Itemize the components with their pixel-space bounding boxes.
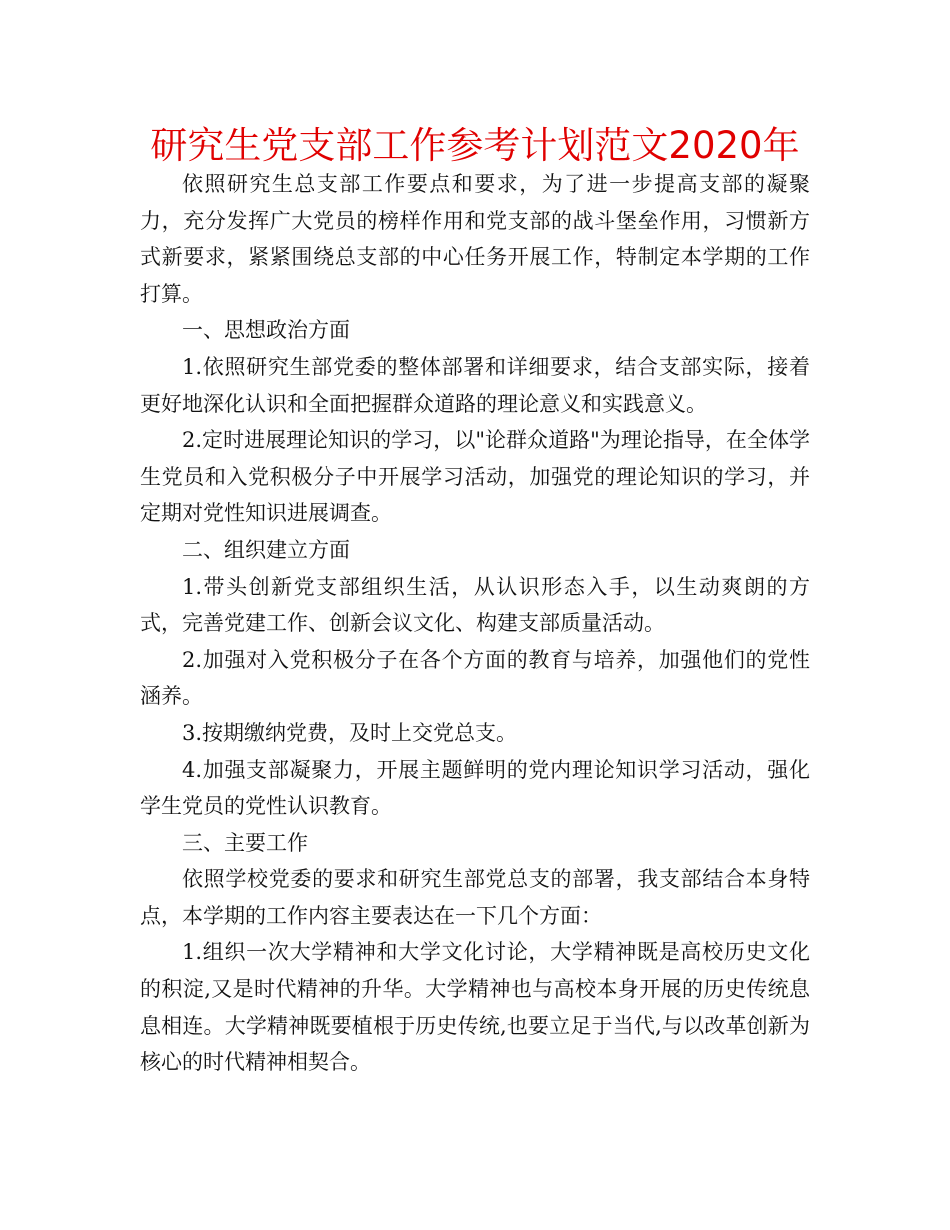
section-heading-ideology: 一、思想政治方面 xyxy=(182,318,350,343)
paragraph: 4.加强支部凝聚力，开展主题鲜明的党内理论知识学习活动，强化学生党员的党性认识教育。 xyxy=(140,757,810,819)
section-heading-organization: 二、组织建立方面 xyxy=(182,537,350,562)
paragraph: 2.定时进展理论知识的学习，以"论群众道路"为理论指导，在全体学生党员和入党积极分子中开展学习活动，加强党的理论知识的学习，并定期对党性知识进展调查。 xyxy=(140,428,810,526)
paragraph: 1.依照研究生部党委的整体部署和详细要求，结合支部实际，接着更好地深化认识和全面把握群众道路的理论意义和实践意义。 xyxy=(140,354,810,416)
paragraph: 3.按期缴纳党费，及时上交党总支。 xyxy=(182,720,518,745)
section-heading-main-work: 三、主要工作 xyxy=(182,830,308,855)
intro-paragraph: 依照研究生总支部工作要点和要求，为了进一步提高支部的凝聚力，充分发挥广大党员的榜样作用和党支部的战斗堡垒作用，习惯新方式新要求，紧紧围绕总支部的中心任务开展工作，特制定本学期的工作打算。 xyxy=(140,172,810,306)
document-title: 研究生党支部工作参考计划范文2020年 xyxy=(150,124,800,167)
paragraph: 1.带头创新党支部组织生活，从认识形态入手，以生动爽朗的方式，完善党建工作、创新会议文化、构建支部质量活动。 xyxy=(140,574,810,636)
paragraph: 2.加强对入党积极分子在各个方面的教育与培养，加强他们的党性涵养。 xyxy=(140,647,810,709)
paragraph: 依照学校党委的要求和研究生部党总支的部署，我支部结合本身特点，本学期的工作内容主要表达在一下几个方面： xyxy=(140,867,810,928)
paragraph: 1.组织一次大学精神和大学文化讨论，大学精神既是高校历史文化的积淀,又是时代精神的升华。大学精神也与高校本身开展的历史传统息息相连。大学精神既要植根于历史传统,也要立足于当代,与以改革创新为核心的时代精神相契合。 xyxy=(140,940,810,1075)
document-body xyxy=(140,166,810,1081)
